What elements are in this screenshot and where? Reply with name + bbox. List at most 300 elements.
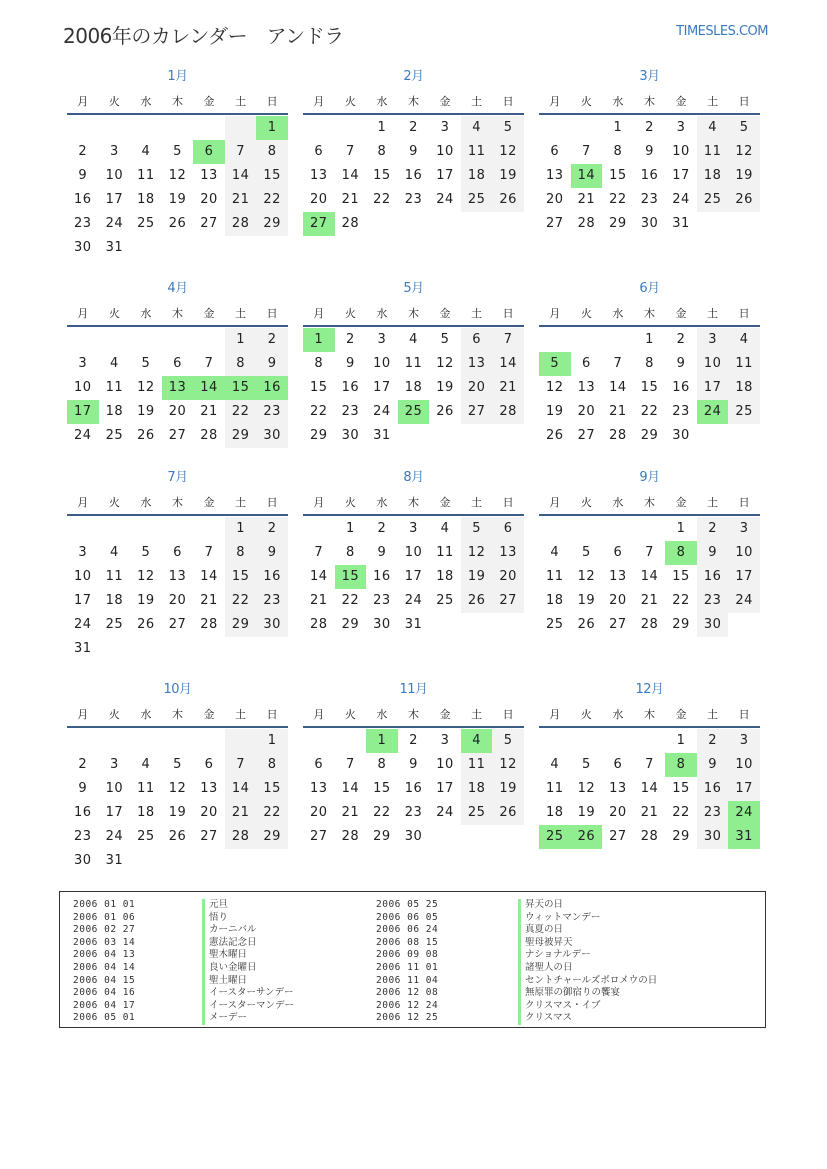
empty-cell <box>303 116 335 140</box>
weekday-header <box>303 492 524 516</box>
day-cell: 6 <box>492 517 524 541</box>
day-cell: 27 <box>577 428 596 443</box>
day-cell: 4 <box>550 545 560 560</box>
day-cell: 5 <box>141 545 151 560</box>
month-title: 2月 <box>403 69 424 84</box>
day-cell: 27 <box>609 617 627 632</box>
empty-cell <box>602 328 634 352</box>
holiday-date: 2006 02 27 <box>73 924 136 936</box>
day-cell: 3 <box>728 517 760 541</box>
weekday-label: 火 <box>344 708 356 721</box>
empty-cell <box>256 849 288 873</box>
day-grid <box>67 328 288 448</box>
weekday-header <box>303 704 524 728</box>
holiday-date: 2006 01 06 <box>73 911 136 923</box>
day-cell: 8 <box>345 545 355 560</box>
day-cell: 2 <box>256 328 288 352</box>
day-cell: 17 <box>105 192 124 207</box>
holiday-name: クリスマス <box>518 1012 657 1025</box>
weekday-label: 日 <box>266 496 278 509</box>
day-cell: 22 <box>341 593 360 608</box>
day-cell: 17 <box>67 400 99 424</box>
day-cell: 25 <box>137 829 155 844</box>
day-cell: 17 <box>436 781 454 796</box>
day-cell: 16 <box>697 777 729 801</box>
empty-cell <box>492 613 524 637</box>
empty-cell <box>99 729 131 753</box>
day-cell: 26 <box>168 216 187 231</box>
day-cell: 23 <box>256 400 288 424</box>
empty-cell <box>193 517 225 541</box>
day-grid <box>303 729 524 849</box>
weekday-label: 金 <box>675 95 687 108</box>
day-cell: 29 <box>225 613 257 637</box>
empty-cell <box>634 729 666 753</box>
day-cell: 27 <box>200 829 218 844</box>
day-cell: 24 <box>105 829 124 844</box>
day-cell: 23 <box>697 801 729 825</box>
day-cell: 9 <box>256 541 288 565</box>
day-cell: 22 <box>225 589 257 613</box>
day-cell: 27 <box>303 212 335 236</box>
empty-cell <box>67 116 99 140</box>
weekday-label: 木 <box>643 708 655 721</box>
day-cell: 4 <box>728 328 760 352</box>
weekday-label: 水 <box>140 95 152 108</box>
empty-cell <box>67 517 99 541</box>
empty-cell <box>429 613 461 637</box>
weekday-header <box>303 303 524 327</box>
day-cell: 20 <box>577 404 596 419</box>
empty-cell <box>225 637 257 661</box>
day-cell: 5 <box>492 116 524 140</box>
day-cell: 17 <box>373 380 391 395</box>
day-cell: 13 <box>162 376 194 400</box>
day-cell: 11 <box>105 380 124 395</box>
day-cell: 20 <box>609 593 627 608</box>
day-cell: 30 <box>256 613 288 637</box>
day-cell: 22 <box>373 805 391 820</box>
day-cell: 25 <box>461 801 493 825</box>
day-cell: 24 <box>436 805 454 820</box>
day-cell: 26 <box>137 428 155 443</box>
day-cell: 15 <box>373 168 391 183</box>
day-cell: 18 <box>137 192 155 207</box>
day-cell: 4 <box>409 332 418 347</box>
day-cell: 12 <box>728 140 760 164</box>
month-block <box>67 281 288 448</box>
holiday-name: 悟り <box>202 912 294 925</box>
day-cell: 13 <box>200 168 218 183</box>
day-cell: 31 <box>672 216 690 231</box>
weekday-label: 月 <box>77 496 89 509</box>
day-cell: 19 <box>728 164 760 188</box>
empty-cell <box>461 613 493 637</box>
month-title: 1月 <box>167 69 188 84</box>
empty-cell <box>99 517 131 541</box>
day-cell: 5 <box>173 144 182 159</box>
weekday-label: 日 <box>502 307 514 320</box>
weekday-label: 水 <box>612 307 624 320</box>
empty-cell <box>492 424 524 448</box>
day-cell: 28 <box>200 617 218 632</box>
day-cell: 19 <box>137 593 155 608</box>
month-title: 7月 <box>167 470 188 485</box>
day-cell: 31 <box>728 825 760 849</box>
day-cell: 1 <box>366 729 398 753</box>
holiday-date: 2006 11 04 <box>376 974 439 986</box>
weekday-label: 日 <box>502 496 514 509</box>
day-grid <box>67 517 288 661</box>
day-cell: 14 <box>200 569 218 584</box>
day-cell: 13 <box>609 781 627 796</box>
day-cell: 26 <box>168 829 187 844</box>
day-cell: 13 <box>168 569 187 584</box>
day-cell: 22 <box>225 400 257 424</box>
day-grid <box>303 116 524 236</box>
day-cell: 12 <box>137 380 155 395</box>
day-cell: 2 <box>697 517 729 541</box>
empty-cell <box>130 116 162 140</box>
day-cell: 27 <box>200 216 218 231</box>
day-cell: 11 <box>546 781 564 796</box>
empty-cell <box>162 729 194 753</box>
month-block <box>67 682 288 873</box>
day-cell: 9 <box>645 144 654 159</box>
empty-cell <box>99 637 131 661</box>
holiday-name: 良い金曜日 <box>202 962 294 975</box>
weekday-label: 金 <box>203 95 215 108</box>
day-cell: 6 <box>314 757 324 772</box>
weekday-label: 土 <box>471 307 483 320</box>
day-cell: 22 <box>310 404 328 419</box>
day-cell: 1 <box>377 120 387 135</box>
day-cell: 18 <box>105 593 124 608</box>
day-cell: 21 <box>341 805 360 820</box>
month-title: 8月 <box>403 470 424 485</box>
day-cell: 6 <box>193 140 225 164</box>
day-cell: 3 <box>697 328 729 352</box>
day-cell: 25 <box>137 216 155 231</box>
empty-cell <box>539 116 571 140</box>
day-cell: 15 <box>672 781 690 796</box>
day-cell: 18 <box>436 569 454 584</box>
weekday-label: 日 <box>502 708 514 721</box>
weekday-label: 火 <box>344 307 356 320</box>
empty-cell <box>429 424 461 448</box>
day-cell: 11 <box>461 140 493 164</box>
weekday-header <box>539 91 760 115</box>
empty-cell <box>256 236 288 260</box>
day-cell: 23 <box>341 404 360 419</box>
day-cell: 16 <box>256 565 288 589</box>
empty-cell <box>461 424 493 448</box>
day-cell: 31 <box>105 853 124 868</box>
day-cell: 5 <box>440 332 450 347</box>
day-cell: 7 <box>645 545 654 560</box>
weekday-label: 木 <box>407 496 419 509</box>
day-cell: 21 <box>200 404 218 419</box>
month-block <box>303 281 524 448</box>
day-cell: 8 <box>314 356 324 371</box>
day-cell: 3 <box>109 757 119 772</box>
holiday-names-left <box>202 899 294 1025</box>
day-cell: 14 <box>609 380 627 395</box>
day-cell: 31 <box>105 240 124 255</box>
weekday-label: 木 <box>171 95 183 108</box>
day-cell: 3 <box>676 120 686 135</box>
holiday-name: 聖土曜日 <box>202 975 294 988</box>
day-cell: 7 <box>314 545 324 560</box>
weekday-label: 木 <box>407 95 419 108</box>
empty-cell <box>162 116 194 140</box>
day-cell: 26 <box>461 589 493 613</box>
weekday-header <box>67 303 288 327</box>
day-cell: 15 <box>310 380 328 395</box>
holiday-date: 2006 01 01 <box>73 899 136 910</box>
day-cell: 10 <box>74 569 92 584</box>
day-cell: 1 <box>225 517 257 541</box>
holiday-date: 2006 12 25 <box>376 1012 439 1024</box>
weekday-label: 火 <box>344 95 356 108</box>
day-cell: 16 <box>74 805 92 820</box>
day-cell: 28 <box>492 400 524 424</box>
weekday-label: 日 <box>266 307 278 320</box>
day-cell: 9 <box>377 545 387 560</box>
day-grid <box>67 116 288 260</box>
day-cell: 1 <box>645 332 654 347</box>
weekday-label: 火 <box>580 307 592 320</box>
day-cell: 8 <box>225 352 257 376</box>
day-cell: 3 <box>78 356 88 371</box>
day-cell: 21 <box>577 192 596 207</box>
day-cell: 8 <box>613 144 623 159</box>
weekday-label: 木 <box>643 307 655 320</box>
day-cell: 15 <box>373 781 391 796</box>
month-title: 4月 <box>167 281 188 296</box>
weekday-label: 金 <box>203 496 215 509</box>
holiday-date: 2006 04 15 <box>73 974 136 986</box>
month-block <box>303 470 524 637</box>
day-cell: 19 <box>168 192 187 207</box>
day-cell: 18 <box>697 164 729 188</box>
empty-cell <box>728 424 760 448</box>
empty-cell <box>193 236 225 260</box>
day-grid <box>67 729 288 873</box>
day-cell: 5 <box>173 757 182 772</box>
day-cell: 18 <box>461 164 493 188</box>
day-cell: 25 <box>105 617 124 632</box>
day-cell: 12 <box>168 168 187 183</box>
empty-cell <box>539 517 571 541</box>
day-cell: 15 <box>640 380 659 395</box>
weekday-label: 金 <box>439 708 451 721</box>
day-cell: 28 <box>609 428 627 443</box>
day-cell: 16 <box>341 380 360 395</box>
day-cell: 2 <box>697 729 729 753</box>
empty-cell <box>256 637 288 661</box>
month-title: 3月 <box>639 69 660 84</box>
day-cell: 21 <box>609 404 627 419</box>
day-cell: 17 <box>728 777 760 801</box>
weekday-label: 日 <box>266 708 278 721</box>
day-cell: 25 <box>436 593 454 608</box>
weekday-label: 月 <box>549 496 561 509</box>
empty-cell <box>398 212 430 236</box>
day-cell: 1 <box>676 733 686 748</box>
day-cell: 5 <box>492 729 524 753</box>
day-cell: 18 <box>728 376 760 400</box>
day-cell: 26 <box>492 801 524 825</box>
day-cell: 23 <box>373 593 391 608</box>
empty-cell <box>225 116 257 140</box>
empty-cell <box>602 517 634 541</box>
day-cell: 29 <box>310 428 328 443</box>
day-cell: 16 <box>404 781 423 796</box>
day-cell: 22 <box>256 188 288 212</box>
empty-cell <box>366 212 398 236</box>
weekday-label: 金 <box>439 95 451 108</box>
day-cell: 7 <box>345 144 355 159</box>
day-cell: 11 <box>697 140 729 164</box>
month-title: 6月 <box>639 281 660 296</box>
day-cell: 18 <box>105 404 124 419</box>
day-cell: 27 <box>609 829 627 844</box>
day-cell: 30 <box>404 829 423 844</box>
empty-cell <box>162 517 194 541</box>
day-cell: 7 <box>581 144 591 159</box>
weekday-label: 月 <box>313 708 325 721</box>
day-cell: 25 <box>461 188 493 212</box>
day-cell: 22 <box>256 801 288 825</box>
day-cell: 10 <box>105 781 124 796</box>
day-cell: 23 <box>672 404 690 419</box>
weekday-label: 日 <box>738 708 750 721</box>
day-cell: 24 <box>105 216 124 231</box>
day-cell: 18 <box>546 805 564 820</box>
day-cell: 5 <box>461 517 493 541</box>
day-cell: 13 <box>200 781 218 796</box>
empty-cell <box>130 328 162 352</box>
day-cell: 22 <box>640 404 659 419</box>
day-cell: 8 <box>256 140 288 164</box>
day-cell: 27 <box>492 589 524 613</box>
day-cell: 30 <box>256 424 288 448</box>
day-cell: 23 <box>404 192 423 207</box>
holiday-name: セントチャールズボロメウの日 <box>518 975 657 988</box>
month-title: 12月 <box>635 682 664 697</box>
day-cell: 13 <box>492 541 524 565</box>
empty-cell <box>335 729 367 753</box>
day-cell: 3 <box>109 144 119 159</box>
day-cell: 5 <box>728 116 760 140</box>
empty-cell <box>571 517 603 541</box>
day-cell: 10 <box>105 168 124 183</box>
day-cell: 6 <box>581 356 591 371</box>
day-cell: 14 <box>640 569 659 584</box>
holiday-date: 2006 11 01 <box>376 961 439 973</box>
weekday-label: 火 <box>108 307 120 320</box>
weekday-label: 金 <box>675 708 687 721</box>
day-cell: 2 <box>78 757 88 772</box>
day-cell: 25 <box>398 400 430 424</box>
weekday-label: 火 <box>580 708 592 721</box>
day-cell: 31 <box>373 428 391 443</box>
empty-cell <box>162 849 194 873</box>
day-cell: 17 <box>672 168 690 183</box>
day-cell: 20 <box>168 593 187 608</box>
day-cell: 2 <box>345 332 355 347</box>
day-cell: 3 <box>409 521 418 536</box>
day-cell: 18 <box>137 805 155 820</box>
day-cell: 29 <box>609 216 627 231</box>
day-cell: 30 <box>697 613 729 637</box>
empty-cell <box>728 613 760 637</box>
empty-cell <box>571 729 603 753</box>
holiday-name: 諸聖人の日 <box>518 962 657 975</box>
weekday-label: 土 <box>471 95 483 108</box>
day-cell: 17 <box>436 168 454 183</box>
holiday-name: クリスマス・イブ <box>518 1000 657 1013</box>
weekday-label: 水 <box>376 496 388 509</box>
empty-cell <box>303 729 335 753</box>
day-cell: 27 <box>461 400 493 424</box>
day-cell: 10 <box>404 545 423 560</box>
empty-cell <box>162 637 194 661</box>
empty-cell <box>130 517 162 541</box>
day-cell: 2 <box>78 144 88 159</box>
day-cell: 16 <box>640 168 659 183</box>
empty-cell <box>225 849 257 873</box>
day-cell: 9 <box>676 356 686 371</box>
day-cell: 6 <box>550 144 560 159</box>
day-cell: 3 <box>440 120 450 135</box>
day-cell: 15 <box>256 777 288 801</box>
site-link[interactable]: TIMESLES.COM <box>676 24 768 39</box>
empty-cell <box>193 729 225 753</box>
empty-cell <box>728 212 760 236</box>
empty-cell <box>162 328 194 352</box>
day-cell: 27 <box>546 216 564 231</box>
day-cell: 28 <box>200 428 218 443</box>
holiday-date: 2006 04 13 <box>73 949 136 961</box>
day-cell: 2 <box>676 332 686 347</box>
day-cell: 26 <box>571 825 603 849</box>
holiday-name: 元旦 <box>202 899 294 912</box>
day-cell: 8 <box>645 356 654 371</box>
weekday-label: 木 <box>407 307 419 320</box>
weekday-header <box>67 492 288 516</box>
weekday-label: 木 <box>643 95 655 108</box>
weekday-label: 日 <box>266 95 278 108</box>
empty-cell <box>130 637 162 661</box>
day-cell: 16 <box>373 569 391 584</box>
day-cell: 21 <box>640 593 659 608</box>
empty-cell <box>571 116 603 140</box>
day-cell: 2 <box>645 120 654 135</box>
day-grid <box>303 517 524 637</box>
day-cell: 22 <box>609 192 627 207</box>
empty-cell <box>429 825 461 849</box>
empty-cell <box>398 424 430 448</box>
weekday-label: 火 <box>108 95 120 108</box>
holiday-name: 聖母被昇天 <box>518 937 657 950</box>
day-cell: 30 <box>672 428 690 443</box>
day-cell: 9 <box>256 352 288 376</box>
day-cell: 23 <box>74 829 92 844</box>
day-cell: 17 <box>697 376 729 400</box>
day-cell: 26 <box>436 404 454 419</box>
